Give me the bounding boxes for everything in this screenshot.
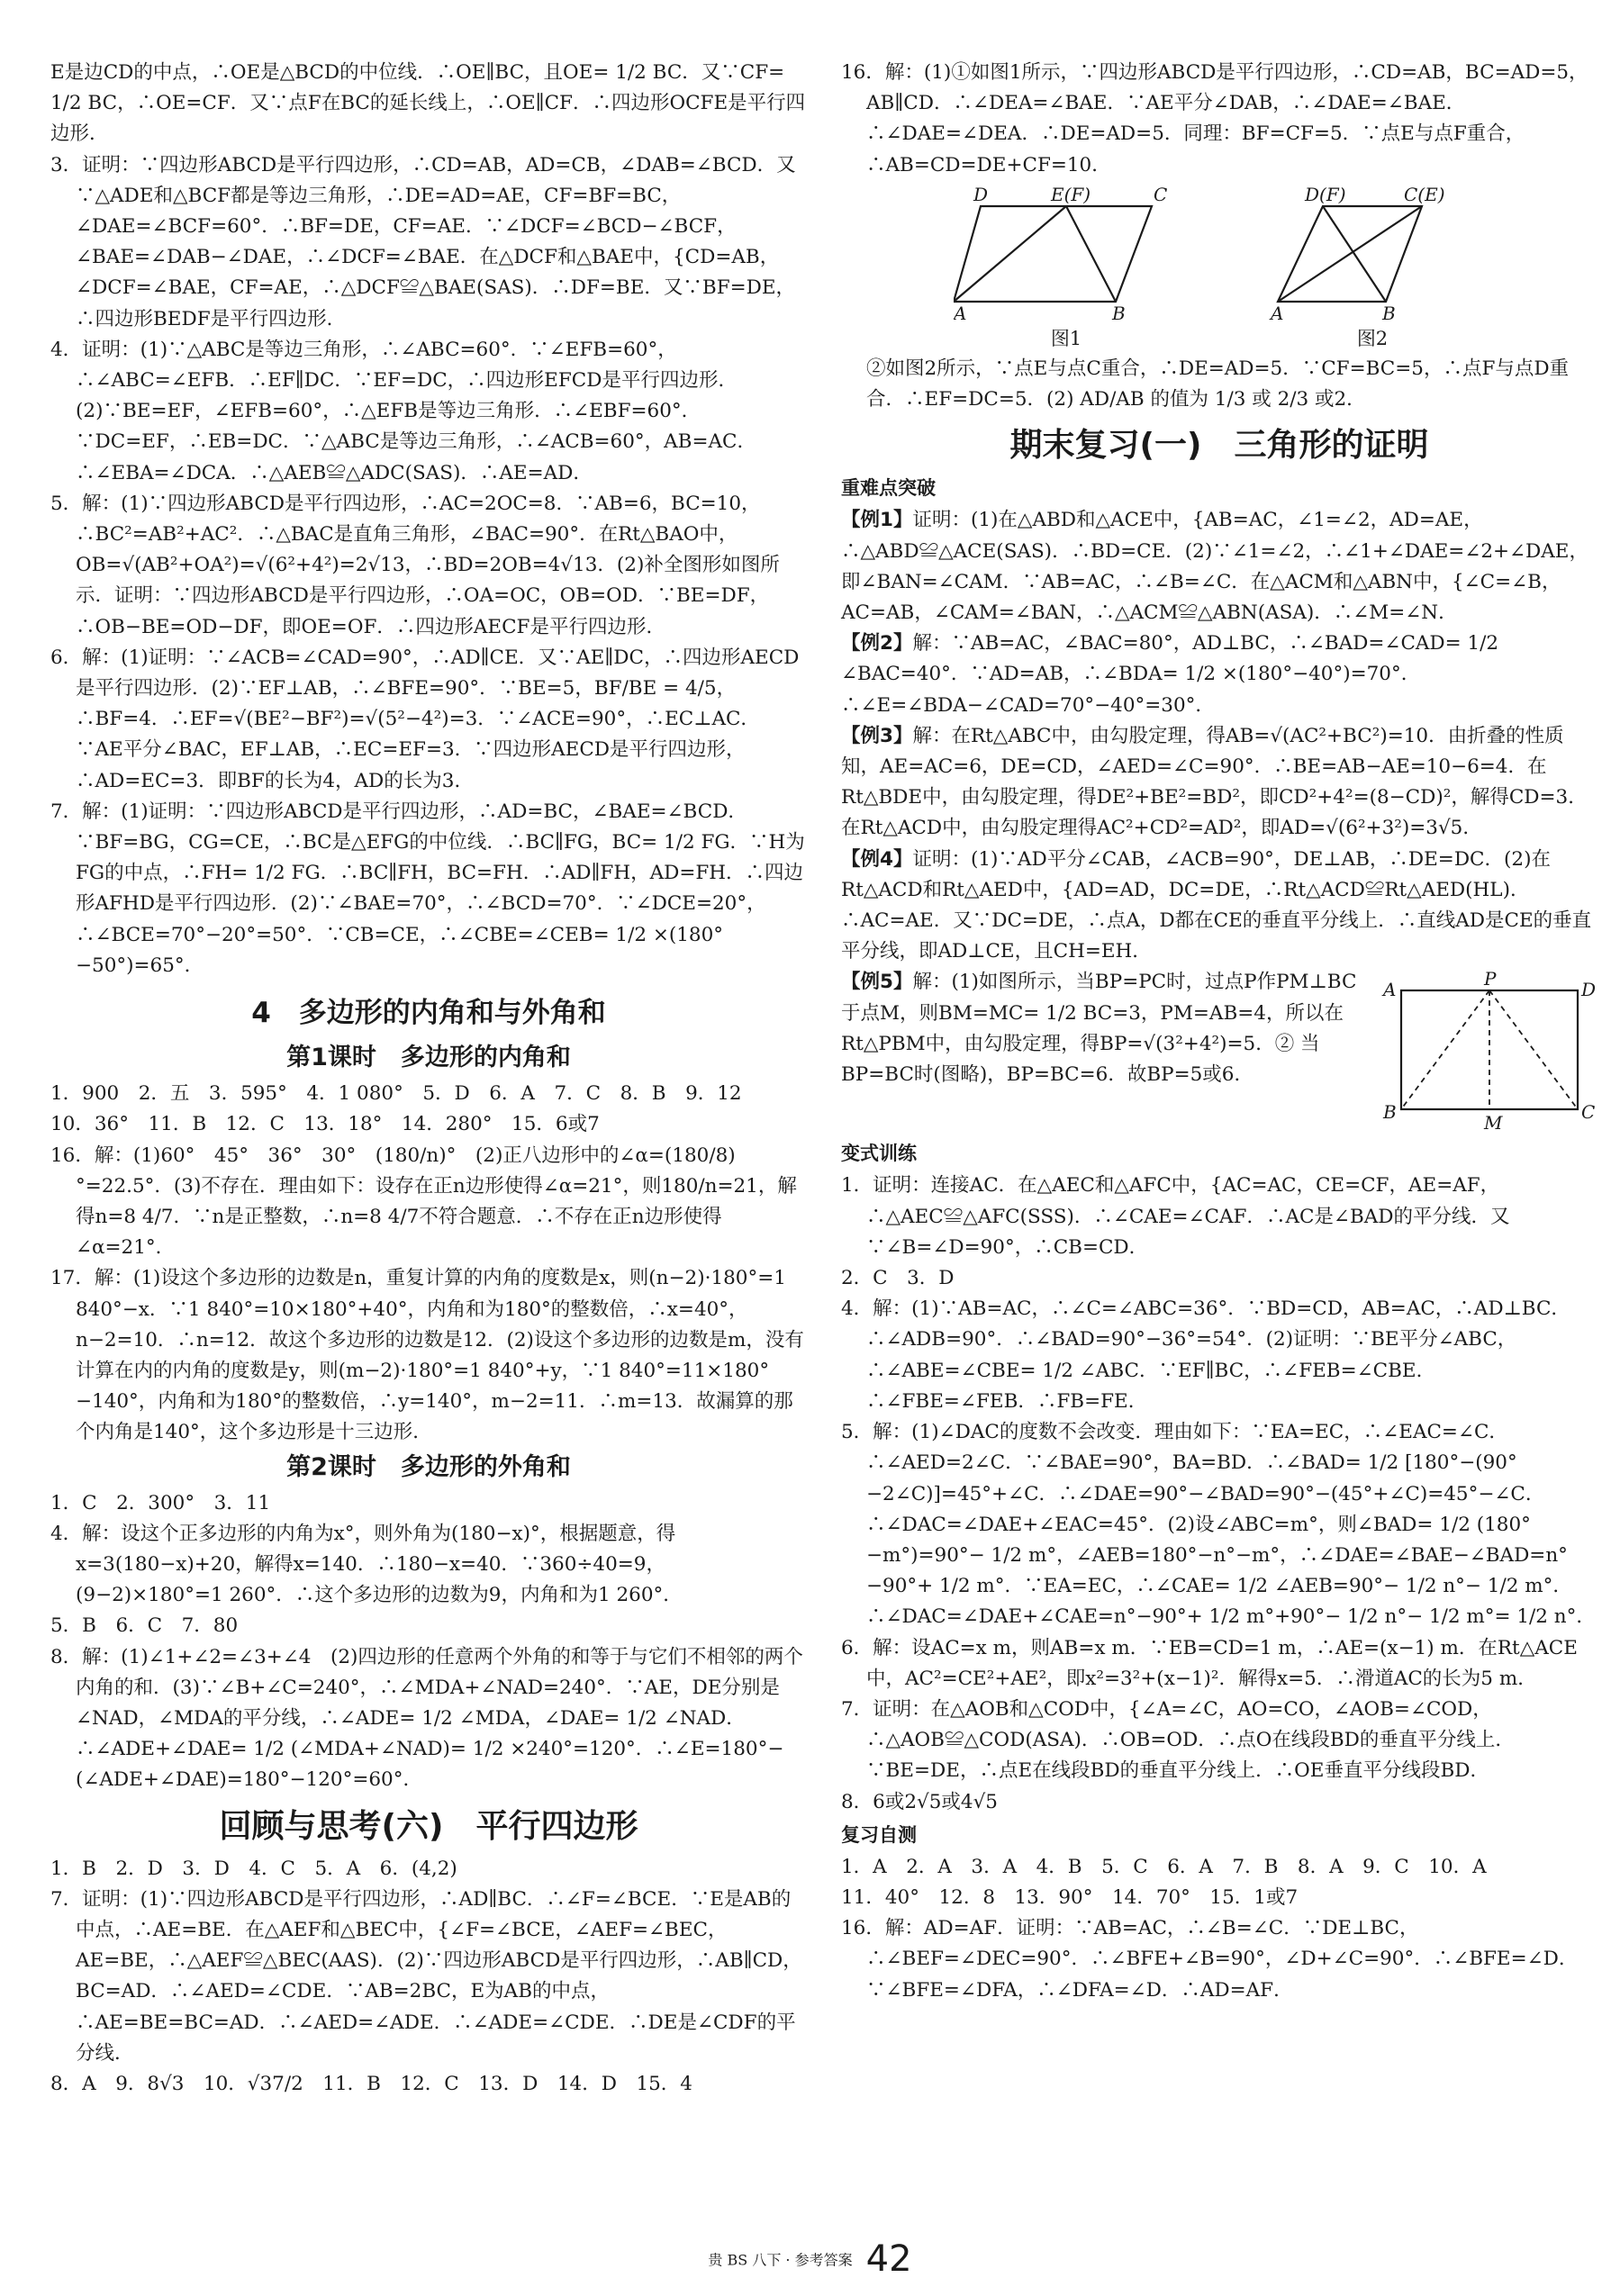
- lesson-2-answer-8: 8．解：(1)∠1+∠2=∠3+∠4 (2)四边形的任意两个外角的和等于与它们不相邻的两个内角的和．(3)∵∠B+∠C=240°，∴∠MDA+∠NAD=240°．∵AE，DE分别是∠NAD，∠MDA的平分线，∴∠ADE= 1/2 ∠MDA，∠DAE= 1/2 ∠NAD．∴∠ADE+∠DAE= 1/2 (∠MDA+∠NAD)= 1/2 ×240°=120°．∴∠E=180°−(∠ADE+∠DAE)=180°−120°=60°．: [50, 1645, 803, 1792]
- fig2-label-a: A: [1271, 302, 1284, 321]
- example-1-label: 【例1】: [841, 509, 913, 532]
- fig2-label-ce: C(E): [1404, 185, 1445, 205]
- ex5-label-p: P: [1484, 971, 1497, 990]
- figure-captions: [913, 323, 1525, 354]
- fig2-label-df: D(F): [1305, 185, 1346, 205]
- lesson-1-answers-row-1: 1．900 2．五 3．595° 4．1 080° 5．D 6．A 7．C 8．B 9．12: [50, 1082, 742, 1106]
- ex5-label-a: A: [1383, 979, 1397, 1001]
- review-6-answer-7: 7．证明：(1)∵四边形ABCD是平行四边形，∴AD∥BC．∴∠F=∠BCE．∵E是AB的中点，∴AE=BE．在△AEF和△BEC中，{∠F=∠BCE，∠AEF=∠BEC，AE=BE，∴△AEF≌△BEC(AAS)．(2)∵四边形ABCD是平行四边形，∴AB∥CD，BC=AD．∴∠AED=∠CDE．∵AB=2BC，E为AB的中点，∴AE=BE=BC=AD．∴∠AED=∠ADE．∴∠ADE=∠CDE．∴DE是∠CDF的平分线．: [50, 1887, 802, 2065]
- left-column: [50, 58, 807, 2100]
- answer-continued: E是边CD的中点，∴OE是△BCD的中位线．∴OE∥BC，且OE= 1/2 BC．又∵CF= 1/2 BC，∴OE=CF．又∵点F在BC的延长线上，∴OE∥CF．∴四边形OCFE是平行四边形．: [50, 61, 806, 146]
- fig2-line-db: [1323, 206, 1386, 302]
- right-column: [841, 58, 1597, 2006]
- fig1-label-d: D: [973, 185, 989, 205]
- lesson-2-answer-4: 4．解：设这个正多边形的内角为x°，则外角为(180−x)°，根据题意，得x=3(180−x)+20，解得x=140．∴180−x=40．∵360÷40=9，(9−2)×180°=1 260°．∴这个多边形的边数为9，内角和为1 260°．: [50, 1522, 683, 1607]
- example-2-label: 【例2】: [841, 632, 913, 655]
- lesson-2-answers-row-1: 1．C 2．300° 3．11: [50, 1491, 271, 1514]
- example-4: [841, 845, 1597, 968]
- fig1-line-ae: [954, 206, 1066, 302]
- practice-7: 7．证明：在△AOB和△COD中，{∠A=∠C，AO=CO，∠AOB=∠COD，∴△AOB≌△COD(ASA)．∴OB=OD．∴点O在线段BD的垂直平分线上．∵BE=DE，∴点E在线段BD的垂直平分线上．∴OE垂直平分线段BD．: [841, 1697, 1515, 1783]
- example-2: [841, 628, 1597, 721]
- fig1-line-bf: [1066, 206, 1116, 302]
- lesson-2-title: 第2课时 多边形的外角和: [286, 1452, 571, 1481]
- example-5-label: 【例5】: [841, 971, 913, 994]
- fig1-label-c: C: [1154, 185, 1168, 205]
- section-4-title: 4 多边形的内角和与外角和: [251, 997, 606, 1030]
- example-4-text: 证明：(1)∵AD平分∠CAB，∠ACB=90°，DE⊥AB，∴DE=DC．(2)在Rt△ACD和Rt△AED中，{AD=AD，DC=DE，∴Rt△ACD≌Rt△AED(HL)．∴AC=AE．又∵DC=DE，∴点A，D都在CE的垂直平分线上．∴直线AD是CE的垂直平分线，即AD⊥CE，且CH=EH．: [841, 847, 1592, 963]
- example-5-text: 解：(1)如图所示，当BP=PC时，过点P作PM⊥BC于点M，则BM=MC= 1/2 BC=3，PM=AB=4，所以在Rt△PBM中，由勾股定理，得BP=√(3²+4²)=5．② 当BP=BC时(图略)，BP=BC=6．故BP=5或6．: [841, 971, 1357, 1087]
- answer-5: 5．解：(1)∵四边形ABCD是平行四边形，∴AC=2OC=8．∵AB=6，BC=10，∴BC²=AB²+AC²．∴△BAC是直角三角形，∠BAC=90°．在Rt△BAO中，OB=√(AB²+OA²)=√(6²+4²)=2√13，∴BD=2OB=4√13．(2)补全图形如图所示．证明：∵四边形ABCD是平行四边形，∴OA=OC，OB=OD．∵BE=DF，∴OB−BE=OD−DF，即OE=OF．∴四边形AECF是平行四边形．: [50, 492, 780, 638]
- ex5-label-b: B: [1383, 1101, 1397, 1124]
- answer-3: 3．证明：∵四边形ABCD是平行四边形，∴CD=AB，AD=CB，∠DAB=∠BCD．又∵△ADE和△BCF都是等边三角形，∴DE=AD=AE，CF=BF=BC，∠DAE=∠BCF=60°．∴BF=DE，CF=AE．∵∠DCF=∠BCD−∠BCF，∠BAE=∠DAB−∠DAE，∴∠DCF=∠BAE．在△DCF和△BAE中，{CD=AB，∠DCF=∠BAE，CF=AE，∴△DCF≌△BAE(SAS)．∴DF=BE．又∵BF=DE，∴四边形BEDF是平行四边形．: [50, 153, 796, 330]
- example-4-label: 【例4】: [841, 847, 913, 871]
- lesson-1-answer-16: 16．解：(1)60° 45° 36° 30° (180/n)° (2)正八边形中的∠α=(180/8)°=22.5°．(3)不存在．理由如下：设存在正n边形使得∠α=21°，则180/n=21，解得n=8 4/7．∵n是正整数，∴n=8 4/7不符合题意．∴不存在正n边形使得∠α=21°．: [50, 1143, 797, 1260]
- fig1-label-a: A: [954, 302, 967, 321]
- fig1-parallelogram: [954, 206, 1152, 302]
- practice-heading: 变式训练: [841, 1143, 917, 1165]
- answer-16-part-1: 16．解：(1)①如图1所示，∵四边形ABCD是平行四边形，∴CD=AB，BC=AD=5，AB∥CD．∴∠DEA=∠BAE．∵AE平分∠DAB，∴∠DAE=∠BAE．∴∠DAE=∠DEA．∴DE=AD=5．同理：BF=CF=5．∵点E与点F重合，∴AB=CD=DE+CF=10．: [841, 61, 1588, 176]
- ex5-label-d: D: [1581, 979, 1597, 1001]
- answer-4: 4．证明：(1)∵△ABC是等边三角形，∴∠ABC=60°．∵∠EFB=60°，∴∠ABC=∠EFB．∴EF∥DC．∵EF=DC，∴四边形EFCD是平行四边形．(2)∵BE=EF，∠EFB=60°，∴△EFB是等边三角形．∴∠EBF=60°．∵DC=EF，∴EB=DC．∵△ABC是等边三角形，∴∠ACB=60°，AB=AC．∴∠EBA=∠DCA．∴△AEB≌△ADC(SAS)．∴AE=AD．: [50, 338, 756, 484]
- example-5-block: [841, 967, 1597, 1136]
- answer-6: 6．解：(1)证明：∵∠ACB=∠CAD=90°，∴AD∥CE．又∵AE∥DC，∴四边形AECD是平行四边形．(2)∵EF⊥AB，∴∠BFE=90°．∵BE=5，BF/BE = 4/5，∴BF=4．∴EF=√(BE²−BF²)=√(5²−4²)=3．∵∠ACE=90°，∴EC⊥AC．∵AE平分∠BAC，EF⊥AB，∴EC=EF=3．∵四边形AECD是平行四边形，∴AD=EC=3．即BF的长为4，AD的长为3．: [50, 646, 800, 792]
- figure-2: [1269, 186, 1485, 321]
- example-1: [841, 505, 1597, 628]
- page-footer: [0, 2238, 1620, 2280]
- lesson-1-answers-row-2: 10．36° 11．B 12．C 13．18° 14．280° 15．6或7: [50, 1113, 600, 1136]
- lesson-1-answer-17: 17．解：(1)设这个多边形的边数是n，重复计算的内角的度数是x，则(n−2)·180°=1 840°−x．∵1 840°=10×180°+40°，内角和为180°的整数倍，∴x=40°，n−2=10．∴n=12．故这个多边形的边数是12．(2)设这个多边形的边数是m，没有计算在内的内角的度数是y，则(m−2)·180°=1 840°+y，∵1 840°=11×180°−140°，内角和为180°的整数倍，∴y=140°，m−2=11．∴m=13．故漏算的那个内角是140°，这个多边形是十三边形．: [50, 1267, 804, 1444]
- page-number: 42: [865, 2238, 912, 2280]
- lesson-1-title: 第1课时 多边形的内角和: [286, 1044, 571, 1072]
- lesson-2-answers-row-2: 5．B 6．C 7．80: [50, 1614, 239, 1638]
- figure-1-caption: 图1: [1050, 327, 1082, 349]
- final-review-title: 期末复习(一) 三角形的证明: [1009, 427, 1429, 465]
- figures-row: [913, 186, 1525, 321]
- example-5-figure: [1381, 971, 1597, 1133]
- example-1-text: 证明：(1)在△ABD和△ACE中，{AB=AC，∠1=∠2，AD=AE，∴△ABD≌△ACE(SAS)．∴BD=CE．(2)∵∠1=∠2，∴∠1+∠DAE=∠2+∠DAE，即∠BAN=∠CAM．∵AB=AC，∴∠B=∠C．在△ACM和△ABN中，{∠C=∠B，AC=AB，∠CAM=∠BAN，∴△ACM≌△ABN(ASA)．∴∠M=∠N．: [841, 509, 1588, 625]
- ex5-line-pc: [1489, 990, 1578, 1109]
- practice-2-3: 2．C 3．D: [841, 1267, 955, 1290]
- example-3-label: 【例3】: [841, 724, 913, 747]
- ex5-label-c: C: [1581, 1101, 1596, 1124]
- self-test-row-2: 11．40° 12．8 13．90° 14．70° 15．1或7: [841, 1885, 1299, 1909]
- self-test-16: 16．解：AD=AF．证明：∵AB=AC，∴∠B=∠C．∵DE⊥BC，∴∠BEF=∠DEC=90°．∴∠BFE+∠B=90°，∠D+∠C=90°．∴∠BFE=∠D．∵∠BFE=∠DFA，∴∠DFA=∠D．∴AD=AF．: [841, 1917, 1579, 2002]
- practice-8: 8．6或2√5或4√5: [841, 1790, 998, 1813]
- figure-1: [954, 186, 1188, 321]
- example-2-text: 解：∵AB=AC，∠BAC=80°，AD⊥BC，∴∠BAD=∠CAD= 1/2 ∠BAC=40°．∵AD=AB，∴∠BDA= 1/2 ×(180°−40°)=70°．∴∠E=∠BDA−∠CAD=70°−40°=30°．: [841, 632, 1499, 717]
- figure-2-caption: 图2: [1356, 327, 1389, 349]
- footer-text: 贵 BS 八下 · 参考答案: [708, 2251, 853, 2269]
- review-6-answers-row-2: 8．A 9．8√3 10．√37/2 11．B 12．C 13．D 14．D 15．4: [50, 2072, 692, 2095]
- self-test-row-1: 1．A 2．A 3．A 4．B 5．C 6．A 7．B 8．A 9．C 10．A: [841, 1855, 1487, 1878]
- example-3: [841, 721, 1597, 845]
- practice-1: 1．证明：连接AC．在△AEC和△AFC中，{AC=AC，CE=CF，AE=AF，∴△AEC≌△AFC(SSS)．∴∠CAE=∠CAF．∴AC是∠BAD的平分线．又∵∠B=∠D=90°，∴CB=CD．: [841, 1174, 1510, 1259]
- example-3-text: 解：在Rt△ABC中，由勾股定理，得AB=√(AC²+BC²)=10．由折叠的性质知，AE=AC=6，DE=CD，∠AED=∠C=90°．∴BE=AB−AE=10−6=4．在Rt△BDE中，由勾股定理，得DE²+BE²=BD²，即CD²+4²=(8−CD)²，解得CD=3．在Rt△ACD中，由勾股定理得AC²+CD²=AD²，即AD=√(6²+3²)=3√5．: [841, 724, 1588, 840]
- review-6-title: 回顾与思考(六) 平行四边形: [219, 1807, 638, 1845]
- ex5-label-m: M: [1484, 1112, 1503, 1134]
- fig1-label-ef: E(F): [1051, 185, 1091, 205]
- practice-4: 4．解：(1)∵AB=AC，∴∠C=∠ABC=36°．∵BD=CD，AB=AC，∴AD⊥BC．∴∠ADB=90°．∴∠BAD=90°−36°=54°．(2)证明：∵BE平分∠ABC，∴∠ABE=∠CBE= 1/2 ∠ABC．∵EF∥BC，∴∠FEB=∠CBE．∴∠FBE=∠FEB．∴FB=FE．: [841, 1297, 1570, 1413]
- practice-6: 6．解：设AC=x m，则AB=x m．∵EB=CD=1 m，∴AE=(x−1) m．在Rt△ACE中，AC²=CE²+AE²，即x²=3²+(x−1)²．解得x=5．∴滑道AC的长为5 m．: [841, 1636, 1578, 1690]
- fig2-label-b: B: [1382, 302, 1396, 321]
- key-points-heading: 重难点突破: [841, 477, 936, 500]
- practice-5: 5．解：(1)∠DAC的度数不会改变．理由如下：∵EA=EC，∴∠EAC=∠C．∴∠AED=2∠C．∵∠BAE=90°，BA=BD．∴∠BAD= 1/2 [180°−(90°−2∠C)]=45°+∠C．∴∠DAE=90°−∠BAD=90°−(45°+∠C)=45°−∠C．∴∠DAC=∠DAE+∠EAC=45°．(2)设∠ABC=m°，则∠BAD= 1/2 (180°−m°)=90°− 1/2 m°，∠AEB=180°−n°−m°，∴∠DAE=∠BAE−∠BAD=n°−90°+ 1/2 m°．∵EA=EC，∴∠CAE= 1/2 ∠AEB=90°− 1/2 n°− 1/2 m°．∴∠DAC=∠DAE+∠CAE=n°−90°+ 1/2 m°+90°− 1/2 n°− 1/2 m°= 1/2 n°．: [841, 1421, 1596, 1629]
- answer-16-part-2: ②如图2所示，∵点E与点C重合，∴DE=AD=5．∵CF=BC=5，∴点F与点D重合．∴EF=DC=5．(2) AD/AB 的值为 1/3 或 2/3 或2．: [866, 357, 1570, 411]
- ex5-line-pb: [1401, 990, 1489, 1109]
- fig1-label-b: B: [1112, 302, 1126, 321]
- review-6-answers-row-1: 1．B 2．D 3．D 4．C 5．A 6．(4,2): [50, 1857, 457, 1880]
- self-test-heading: 复习自测: [841, 1823, 917, 1846]
- answer-7: 7．解：(1)证明：∵四边形ABCD是平行四边形，∴AD=BC，∠BAE=∠BCD．∵BF=BG，CG=CE，∴BC是△EFG的中位线．∴BC∥FG，BC= 1/2 FG．∵H为FG的中点，∴FH= 1/2 FG．∴BC∥FH，BC=FH．∴AD∥FH，AD=FH．∴四边形AFHD是平行四边形．(2)∵∠BAE=70°，∴∠BCD=70°．∵∠DCE=20°，∴∠BCE=70°−20°=50°．∵CB=CE，∴∠CBE=∠CEB= 1/2 ×(180°−50°)=65°．: [50, 800, 805, 977]
